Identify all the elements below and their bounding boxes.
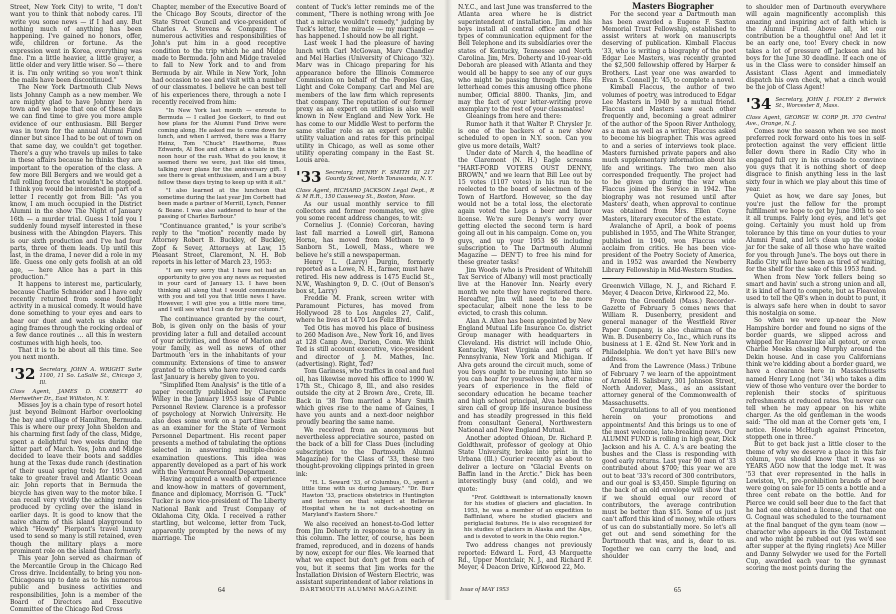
paragraph: Chapter, member of the Executive Board of the Chicago Boy Scouts, director of the State Street Council and vice-president of Charles A. Stevens & Company. The numerous activities and responsibilities of John's put him in a good receptive condition to the trip which he and Midge made to Bermuda. John and Midge traveled to fall to New York and to and from Bermuda by air. While in New York, John had occasion to see and visit with a number of our classmates. I believe he can best tell of his experiences there, through a note I recently received from him: [152, 4, 286, 106]
paragraph: Alan A. Allen has been appointed by New England Mutual Life Insurance Co. district Group manager with headquarters in Cleveland. His district will include Ohio, Kentucky, West Virginia and parts of Pennsylvania, New York and Michigan. If Alva gets around the circuit much, some of you boys ought to be running into him so you can hear for yourselves how, after nine years of experience in the field of secondary education he became teacher and high school principal, Alva heeded the siren call of group life insurance business and has steadily progressed in this field from consultant General, Northwestern National and New England Mutual. [458, 317, 592, 435]
paragraph: It happens to interest me, particularly, because Charlie Schneider and I have only recently returned from some footlight activity in a musical comedy. It would have done something to your eyes and ears to hear our duet and watch us shake our aging frames through the rocking ordeal of a few dance routines … all this in western costumes with high heels, too. [10, 281, 142, 347]
paragraph: The continuance granted by the court, Bob, is given only on the basis of your providing later a full and detailed account of your activities, and those of Marion and your family, as well as news of other Dartmouth 'ers in the inhabitants of your community. Extensions of time to answer granted to others who have received cards last January is hereby given to you. [152, 315, 286, 382]
page-number-right: 65 [674, 586, 681, 594]
right-page [448, 0, 896, 600]
paragraph: When from New York fellers being so smart and havin' such a strong union and all, it is kind of hard to compete, but as Fleavelon used to tell the QB's when in doubt to punt, it is always safe here when in doubt to savor this nostalgia on some. [746, 273, 887, 317]
paragraph: Freddie M. Frank, screen writer with Paramount Pictures, has moved from Hollywood 28 to Los Angeles 27, Calif., where he lives at 1470 Los Feliz Blvd. [296, 295, 434, 325]
class-number: '34 [746, 94, 772, 113]
paragraph: This year John served as chairman of the Mercantile Group in the Chicago Red Cross drive. Incidentally, to bring you non-Chicagoans up to date as to his numerous public and business activities and responsibilities, John is a member of the Board of Directors and Executive Committee of the Chicago Red Cross [10, 555, 142, 614]
paragraph: Kimball Flaccus, the author of two volumes of poetry, was introduced to Edgar Lee Masters in 1940 by a mutual friend. Flaccus and Masters saw each other frequently and, becoming a great admirer of the author of the Spoon River Anthology, as a man as well as a writer, Flaccus asked to become his biographer. This was agreed to and a series of interviews took place. Masters furnished private papers and also much supplementary information about his life and writings. The two men also corresponded frequently. The project had to be given up during the war when Flaccus joined the Service in 1942. The biography was not resumed until after Masters' death, when approval to continue was obtained from Mrs. Ellen Coyne Masters, literary executor of the estate. [602, 84, 736, 223]
paragraph: The New York Dartmouth Club News lists Johnny Camph as a new member. We are mighty glad to have Johnny here in town and we hope that one of these days we can find time to give you more ample evidence of our enthusiasm. Bill Berger was in town for the annual Alumni Fund dinner but since I had to be out of town on that same day, we couldn't get together. There's a guy who travels up miles to take in these affairs because he thinks they are important to the operation of the class. A few more Bill Bergers and we would get a full rolling force that wouldn't be stopped. I think you would be interested in part of a letter I recently got from Bill: "As you know, I am much occupied in the District Alumni in the show The Night of January 16th — a murder trial. Guess I told you I suddenly found myself interested in these business with the Abingdon Players. This is our sixth production and I've had four parts, three of them leads. Up until this last, in the drama, I never did a role in my life. Guess one only gets foolish at an old age, — here Alice has a part in this production." [10, 84, 142, 281]
class-secretary: Secretary, JOHN J. FOLEY 2 Berwick St., Worcester 8, Mass. [775, 96, 886, 110]
magazine-name: DARTMOUTH ALUMNI MAGAZINE [300, 586, 418, 593]
left-column-2 [152, 4, 286, 542]
paragraph: Having acquired a wealth of experience and know-how in matters of government, finance and diplomacy, Morrison G. "Tuck" Tucker is now vice-president of The Liberty National Bank and Trust Company of Oklahoma City, Okla. I received a rather startling, but welcome, letter from Tuck, apparently prompted by the news of my marriage. The [152, 476, 286, 542]
class-number: '33 [296, 167, 322, 186]
paragraph: Street, New York City) to write, "I don't want you to think that nobody cares. I'll write you some news — if I had any. But nothing much of anything has been happening. I've gained no honors, offer, wife, children or fortune. As the expression went in Korea, everything was fine. I'm a little heavier, a little grayer, a little older and very little wiser. So — there it is. I'm only writing so you won't think the mails have been discontinued." [10, 4, 142, 84]
article-title: Masters Biographer [632, 2, 714, 12]
class-heading-33 [296, 167, 434, 186]
paragraph: Gleanings from here and there: [466, 113, 562, 121]
paragraph: content of Tuck's letter reminds me of the comment, "There is nothing wrong with Joe that a miracle wouldn't remedy," judging by Tuck's letter, the miracle — my marriage — has happened. I should now be all right. [296, 4, 434, 41]
class-number: '32 [10, 364, 36, 383]
left-column-1 [10, 4, 142, 614]
paragraph: Last week I had the pleasure of having lunch with Carl McGowan, Marv Chandler and Mel Harlies (University of Chicago '32). Marv was in Chicago preparing for his appearance before the Illinois Commerce Commission on behalf of the Peoples Gas, Light and Coke Company. Carl and Mel are members of the law firm which represents that company. The reputation of our former prexy as an expert on utilities is also well known in New England and New York. He has come to our Middle West to perform the same stellar role as an expert on public utility valuation and rates for this principal utility in Chicago, as well as some other utility operating company in the East St. Louis area. [296, 40, 434, 165]
block-quote: "I also learned at the luncheon that sometime during the last year Jim Corbett had been made a partner of Merrill, Lynch, Fenner & Beane. I was also saddened to hear of the passing of Charles Barbour." [158, 188, 286, 221]
class-secretary: Secretary, HENRY F. SMITH III 217 Gourdy Street, North Tonawanda, N. Y. [325, 169, 434, 183]
paragraph: Under date of March 4, the headline of the Claremont (N. H.) Eagle screams "HART-FORD VOTERS OUST DENNY, BROWN," and we learn that Bill Lee out by 15 votes (1107 votes) in his run to be reelected to the board of selectmen of the Town of Hartford. However, so the day would not be a total loss, the electorate again voted the Legs a beer and liquor license. We're sure Denny's worry over getting elected the second term is hard going all out in his campaign. Come on, you guys, and up your 1953 $6 including subscription to The Dartmouth Alumni Magazine — DEN'T) to free his mind for these greater tasks! [458, 149, 592, 267]
paragraph: Cornelius J. (Connie) Corcoran, having last fall married a Lowell girl, Ramona Horne, has moved from Methuen to 9 Sanborn St., Lowell, Mass., where we believe he's still a newspaperman. [296, 222, 434, 259]
paragraph: "Simplified Item Analysis" is the title of a paper recently published by Clarence Willey in the January 1953 issue of Public Personnel Review. Clarence is a professor of psychology at Norwich University. He also does some work on a part-time basis as an examiner for the State of Vermont Personnel Department. His recent paper presents a method of tabulating the options selected in answering multiple-choice examination questions. This idea was apparently developed as a part of his work with the Vermont Personnel Department. [152, 381, 286, 477]
paragraph: "Continuance granted," is your scribe's reply to the "motion" recently made by Attorney Robert B. Buckley, of Buckley, Zopf & Sever, Attorneys at Law, 15 Pleasant Street, Claremont, N. H. Bob reports in his letter of March 23, 1953: [152, 222, 286, 267]
paragraph: Henry L. (Larry) Durgin, formerly reported as a Lowe, N. H., farmer, must have retired. His new address is 1475 Euclid St., N.W., Washington 9, D. C. (Out of Benson's box st, Larry) [296, 258, 434, 296]
right-column-2 [602, 4, 736, 560]
paragraph: Quiet as how, we dare say Jones, but you're just the fellow for the prompt fulfillment we hope to get by June 30th to see it all trumps. Fairly long eyes, and let's get going. Certainly you must hold up from tolerance by this time on your duties to your Alumni Fund, and let's clean up the cookie jar for the sake of all those who have waited for you through June's. The boys out there in Radio City will have been as tired of waiting, for the shelf for the sake of this 1953 fund. [746, 193, 886, 274]
paragraph: That it is to be about all this time. See you next month. [10, 346, 142, 362]
paragraph: We received from an anonymous but nevertheless appreciative source, pasted on the back of a bill for Class Dues (including subscription to the Dartmouth Alumni Magazine) for the Class of '33, these two thought-provoking clippings printed in green ink: [296, 426, 434, 478]
paragraph: to shoulder men of Dartmouth everywhere will again magnificently accomplish this amazing and inspiring act of faith which is the Alumni Fund. Above all, let our contribution be a thoughtful one! And let it be an early one, too! Every check in now takes a lot of pressure off Jackson and his boys for the June 30 deadline. If each one of us in the Class were to consider himself an Assistant Class Agent and immediately dispatch his own check, what a cinch would be the job of Class Agent! [746, 4, 886, 92]
paragraph: From the Greenfield (Mass.) Recorder-Gazette of February 5 comes news that William R. Dusenberry, president and general manager of the Westfield River Paper Company, is also chairman of the Wm. B. Dusenberry Co., Inc., which runs its business at 1 E. 42nd St. New York and in Philadelphia. We don't yet have Bill's new address. [602, 297, 736, 363]
paragraph: Avalanche of April, a book of poems published in 1955, and The White Stranger, published in 1940, won Flaccus wide acclaim from critics. He has been vice-president of the Poetry Society of America, and in 1952 was awarded the Newberry Library Fellowship in Mid-Western Studies. [602, 222, 736, 274]
block-quote: "Prof. Goldthwait is internationally known for his studies of glaciers and glaciation. In 1953, he was a member of an expedition to Baffinland, where he studied glaciers and periglacial features. He is also recognized for his studies of glaciers in Alaska and the Alps, and is devoted to work in the Ohio region." [464, 494, 592, 540]
paragraph: Jim Woods (who is President of Whitehill Tax Service of Albany) will most practically live at the Hanover Inn. Nearly every month we note they have registered there. Hereafter, Jim will need to be more spectacular, albeit none the less to be evicted, to crash this column. [458, 266, 592, 318]
block-quote: "In New York last month — enroute to Bermuda — I called Joe Gockert, to find out how plans for the Alumni Fund Drive were coming along. He asked me to come down for lunch, and when I arrived, there was a Harry Heinz, Tom "Chuck" Hawthorne, Russ Edwards, Al Boe and others at a table in the noon hour of the rush. What do you know, it seemed there we were, just like old times, talking over plans for the anniversary gift. I see there is great enthusiasm, and I am a busy fellow these days trying to keep up with it all." [158, 108, 286, 186]
paragraph: As our usual monthly service to fill collectors and former roommates, we give you some recent address changes, to wit: [296, 200, 434, 223]
paragraph: And from the Lawrence (Mass.) Tribune of February 7 we learn of the appointment of Arnold H. Salisbury, 301 Johnson Street, North Andover, Mass., as an assistant attorney general of the Commonwealth of Massachusetts. [602, 363, 736, 407]
class-agent: Class Agent, GEORGE W. CORP JR. 370 Central Ave., Orange, N. J. [746, 114, 886, 128]
paragraph: Rumor hath it that Walter P. Chrysler Jr. is one of the backers of a new show scheduled to open in N.Y. soon. Can you give us more details, Walt? [458, 120, 592, 150]
paragraph: Congratulations to all of you mentioned herein on your promotions and appointments! And this brings us to one of the most welcome, late-breaking news. Our ALUMNI FUND is rolling in high gear, Dick Jackson and his A. C. A.'s are beating the bushes and the Class is responding with good early returns. Last year 90 men of '33 contributed about $700; this year we are out to beat '33's record of 300 contributors, and our goal is $3,450. Simple figuring on the back of an old envelope will show that if we should equal our record of contributors, the average contribution must be better than $15. Some of us just can't afford this kind of money, while others of us can do substantially more. So let's all get out and send something for the Dartmouth that was, and is, dear to us. Together we can carry the load, and shoulder [602, 407, 736, 560]
block-quote: "H. L. Seward '33, of Columbus, O., spent a little time with us during January." "Dr. Burr Hawton '33, practices obstetrics in Huntington and lectures on that subject at Bellevue Hospital when he is not duck-shooting on Maryland's Eastern Shore." [302, 479, 434, 519]
paragraph: Two address changes not previously reported: Edward L. Ford, 43 Marquette Rd., Upper Montclair, N. J., and Richard F. Meyer, 4 Deacon Drive, Kirkwood 22, Mo. [458, 542, 592, 572]
class-agent: Class Agent, JAMES D. CORBETT 40 Meriwether Dr., East Williston, N. Y. [10, 389, 142, 402]
page-number-left: 64 [218, 586, 225, 594]
paragraph: Misses Joy is a chain type of resort hotel just beyond Belmont Harbor overlooking the bay and village of Hamilton, Bermuda. This is where our prexy John Sheldon and his charming first lady of the class, Midge, spent a delightful two weeks during the latter part of March. Yes, John and Midge decided to leave their boots and saddles hung at the Texas dude ranch (destination of their usual spring trek) for 1953 and take to greater travel and Atlantic Ocean air. John reports that in Bermuda the bicycle has given way to the motor bike. I can recall very vividly the aching muscles produced by cycling over the island in earlier days. It is good to know that the naive charm of this island playground to which "Howdy" Pierpont's travel luxury used to send so many is still retained, even though the military plays a more prominent role on the island than formerly. [10, 402, 142, 555]
issue-line: Issue of MAY 1953 [460, 586, 509, 593]
divider [602, 278, 736, 279]
class-heading-34 [746, 94, 886, 113]
class-secretary: Secretary, JOHN A. WRIGHT Suite 1100, 11 So. LaSalle St., Chicago 3, Ill. [39, 366, 142, 386]
paragraph: Another adopted Ohioan, Dr. Richard P. Goldthwait, professor of geology at Ohio State University, broke into print in the Urbana (Ill.) Courier recently as about to deliver a lecture on "Glacial Events on Baffin land in the Arctic." Dick has been interestingly busy (and cold), and we quote: [458, 434, 592, 493]
paragraph: We also received an honest-to-God letter from Jim Doherty in response to a query in this column. The letter, of course, has been framed, reproduced, and in dozens of hands by now, except for our files. We learned that what we expect but don't get from each of you, but it seems that Jim works for the Installation Division of Western Electric, was assistant superintendent of labor relations in [296, 520, 434, 587]
left-column-3 [296, 4, 434, 586]
class-agent: Class Agent, RICHARD JACKSON Legal Dept., R & M R.R., 150 Causeway St., Boston, Mass. [296, 187, 434, 201]
block-quote: "I am very sorry that I have not had an opportunity to give you any news as requested in your card of January 13. I have been thinking all along that I would communicate with you and tell you that little news I have. However, I will give you a little more time, and I will see what I can do for your column." [158, 268, 286, 314]
right-column-3 [746, 4, 886, 573]
class-heading-32 [10, 364, 142, 387]
paragraph: But to get back just a little closer to the theme of why we deserve a place in this fair column, you should know that it was so YEARS AGO now that the lodge met. It was '53 that ever represented in the halls in Lewiston, Vt., pre-prohibition brands of beer were going on sale for 15 cents a bottle and a three cent rebate on the bottle. And for Pierce we could sell beer due to the fact that he had one obtained a license, and that one G. Cognaul was scheduled to the tournament at the final banquet of the gym team (now — character who appears in the Old Testament and who might be rubbed out (yes we'd see after supper at the flying ringlets) Ace Miller and Danny Selwyder we used for the Fortell Cup, awarded each year to the gymnast scoring the most points during the [746, 441, 886, 573]
paragraph: So when we were up-near the New Hampshire border and found no signs of the border guards, we slipped across and whipped for Hanover like all getout, or even Charlie Meeks chasing Murphy around the Dekin house. And in case you Californians think we're kidding about a border guard, we have a clearance here in Massachusetts named Henry Long (not '34) who takes a dim view of those who venture over the border to replenish their stocks of spirituous refreshments at reduced rates. You never can tell when he may appear on his white charger. As the old gentleman in the woods said: "The old man at the Corner gets 'em, I notice. Howie McHugh against Princeton, stoppeth one in three." [746, 317, 886, 442]
paragraph: Greenwich Village, N. J., and Richard F. Meyer, 4 Deacon Drive, Kirkwood 22, Mo. [602, 282, 736, 298]
paragraph: N.Y.C., and last June was transferred to the Atlanta area where he is district superintendent of installation. Jim and his boys install all central office and other types of communication equipment for the Bell Telephone and its subsidiaries over the states of Kentucky, Tennessee and North Carolina. Jim, Mrs. Doherty and 10-year-old Deborah are pleased with Atlanta and they would all be happy to see any of our guys who might be passing through there. His letterhead comes this amusing office phone number, Official 8800. Thanks, Jim, and may the fact of your letter-writing prove exemplary to the rest of your classmates! [458, 4, 592, 114]
page-gutter [444, 0, 452, 600]
paragraph: For the second year a Dartmouth man has been awarded a Eugene F. Saxton Memorial Trust Fellowship, established to assist writers at work on manuscripts deserving of publication. Kimball Flaccus '33, who is writing a biography of the poet Edgar Lee Masters, was recently granted the $2,500 fellowship offered by Harper & Brothers. Last year one was awarded to Evan S. Connell Jr. '45, to complete a novel. [602, 11, 736, 84]
paragraph: Comes now the season when we see most preferred rock forward onto his toes in self-protection against the very efficient little feller down there in Radio City who in engaged full cry in his crusade to convince you guys that it is nothing short of deep disgrace to finish anything less in the last sixty four in which we play about this time of year. [746, 127, 886, 193]
paragraph: Tom Gariness, who traffics in coal and fuel oil, has likewise moved his office to 1990 W. 17th St., Chicago 8, Ill., and also resides outside the city at 2 Brown Ave., Crete, Ill. Back in '38 Tom married a Mary Smith which gives rise to the name of Gaines, I have you aunts and a next-door neighbor proudly bearing the same name. [296, 368, 435, 427]
paragraph: Ted Otis has moved his place of business to 260 Madison Ave., New York 16, and lives at 128 Camp Ave., Darien, Conn. We think Ted is still account executive, vice-president and director of J. M. Mathes, Inc. (advertising). Right, Ted? [296, 324, 434, 369]
right-column-1 [458, 4, 592, 572]
